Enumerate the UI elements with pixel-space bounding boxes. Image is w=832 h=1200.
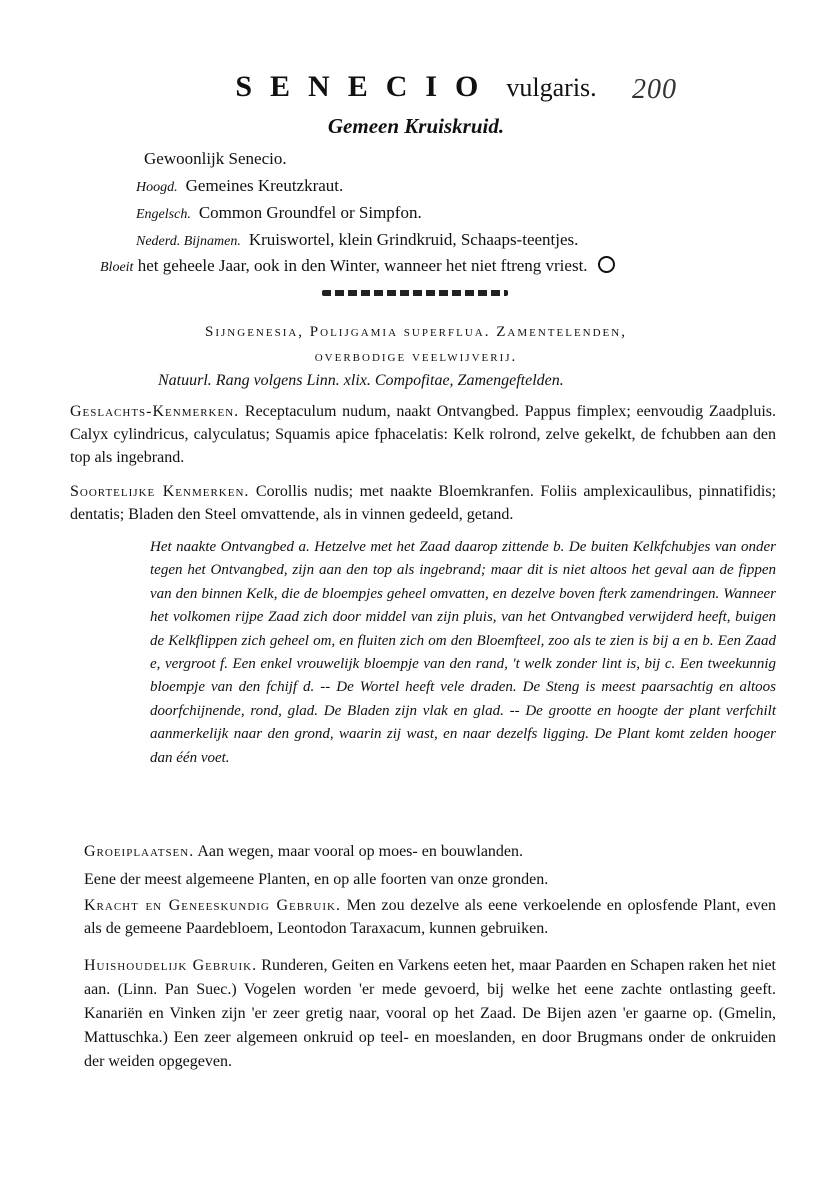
section-heading: Soortelijke Kenmerken. <box>70 483 250 500</box>
section-text: Runderen, Geiten en Varkens eeten het, maar Paarden en Schapen raken het niet aan. (Linn. Pan Suec.) Vogelen worden 'er mede gevoerd, bij welke het eene zachte ontlasting geeft. Kanariën en Vinken zijn 'er zeer gretig naar, vooral op het Zaad. De Bijen azen 'er gaarne op. (Gmelin, Mattuschka.) Een zeer algemeen onkruid op teel- en moeslanden, en door Brugmans onder de onkruiden der weiden opgegeven. <box>84 957 776 1070</box>
genus-characteristics <box>70 400 776 469</box>
page-title <box>0 70 832 104</box>
flowering-label: Bloeit <box>100 260 134 275</box>
ornamental-divider <box>322 290 508 296</box>
name-line <box>136 200 578 227</box>
species-characteristics <box>70 480 776 526</box>
name-text: Common Groundfel or Simpfon. <box>198 203 422 222</box>
classification-line: Sijngenesia, Polijgamia superflua. Zamentelenden, <box>205 324 627 340</box>
section-text: Corollis nudis; met naakte Bloemkranfen. Foliis amplexicaulibus, pinnatifidis; dentatis; Bladen den Steel omvattende, als in vinnen gedeeld, getand. <box>70 483 777 523</box>
name-line <box>136 227 578 254</box>
section-text: Men zou dezelve als eene verkoelende en oplosfende Plant, even als de gemeene Paardebloem, Leontodon Taraxacum, kunnen gebruiken. <box>84 897 777 937</box>
habitat-note: Eene der meest algemeene Planten, en op alle foorten van onze gronden. <box>84 871 549 888</box>
name-line <box>136 146 578 173</box>
section-text: Receptaculum nudum, naakt Ontvangbed. Pappus fimplex; eenvoudig Zaadpluis. Calyx cylindricus, calyculatus; Squamis apice fphacelatis: Kelk rolrond, zelve gekelkt, de fchubben aan den top als ingebrand. <box>70 403 776 466</box>
annual-symbol-icon <box>598 256 615 273</box>
section-heading: Huishoudelijk Gebruik. <box>84 957 258 974</box>
flowering-period <box>100 256 615 276</box>
natural-rank: Natuurl. Rang volgens Linn. xlix. Compofitae, Zamengeftelden. <box>158 372 564 389</box>
habitats <box>84 840 784 863</box>
linnaean-classification <box>0 320 832 370</box>
name-label: Nederd. Bijnamen. <box>136 234 241 249</box>
genus-name: SENECIO <box>235 70 497 103</box>
medicinal-use <box>84 894 776 940</box>
name-text: Gemeines Kreutzkraut. <box>185 176 344 195</box>
plate-explanation: Het naakte Ontvangbed a. Hetzelve met het Zaad daarop zittende b. De buiten Kelkfchubjes van onder tegen het Ontvangbed, zijn aan den top als ingebrand; maar dit is niet altoos het geval aan de fippen van den binnen Kelk, die de bloempjes geheel omvatten, en dezelve boven fterk zamendringen. Wanneer het volkomen rijpe Zaad zich door middel van zijn pluis, van het Ontvangbed verwijderd heeft, buigen de Kelkflippen zich geheel om, en fluiten zich om den Bloemfteel, zoo als te zien is bij a en b. Een Zaad e, vergroot f. Een enkel vrouwelijk bloempje van den rand, 't welk zonder lint is, bij c. Een tweekunnig bloempje van den fchijf d. -- De Wortel heeft vele draden. De Steng is meest paarsachtig en altoos doorfchijnende, rond, glad. De Bladen zijn vlak en glad. -- De grootte en hoogte der plant verfchilt aanmerkelijk naar den grond, waarin zij wast, en naar dezelfs ligging. De Plant komt zelden hooger dan één voet. <box>150 539 776 766</box>
vernacular-names <box>136 146 578 254</box>
dutch-common-name: Gemeen Kruiskruid. <box>327 114 505 138</box>
classification-line: overbodige veelwijverij. <box>314 349 518 365</box>
species-name: vulgaris. <box>506 73 597 102</box>
section-text: Aan wegen, maar vooral op moes- en bouwlanden. <box>197 843 524 860</box>
name-line <box>136 173 578 200</box>
name-label: Hoogd. <box>136 180 178 195</box>
flowering-text: het geheele Jaar, ook in den Winter, wanneer het niet ftreng vriest. <box>137 256 588 275</box>
name-label: Engelsch. <box>136 207 191 222</box>
household-use <box>84 954 776 1074</box>
section-heading: Kracht en Geneeskundig Gebruik. <box>84 897 341 914</box>
section-heading: Groeiplaatsen. <box>84 843 195 860</box>
handwritten-plate-number: 200 <box>632 74 677 105</box>
name-text: Kruiswortel, klein Grindkruid, Schaaps-teentjes. <box>248 230 579 249</box>
name-text: Gewoonlijk Senecio. <box>144 149 287 168</box>
section-heading: Geslachts-Kenmerken. <box>70 403 240 420</box>
